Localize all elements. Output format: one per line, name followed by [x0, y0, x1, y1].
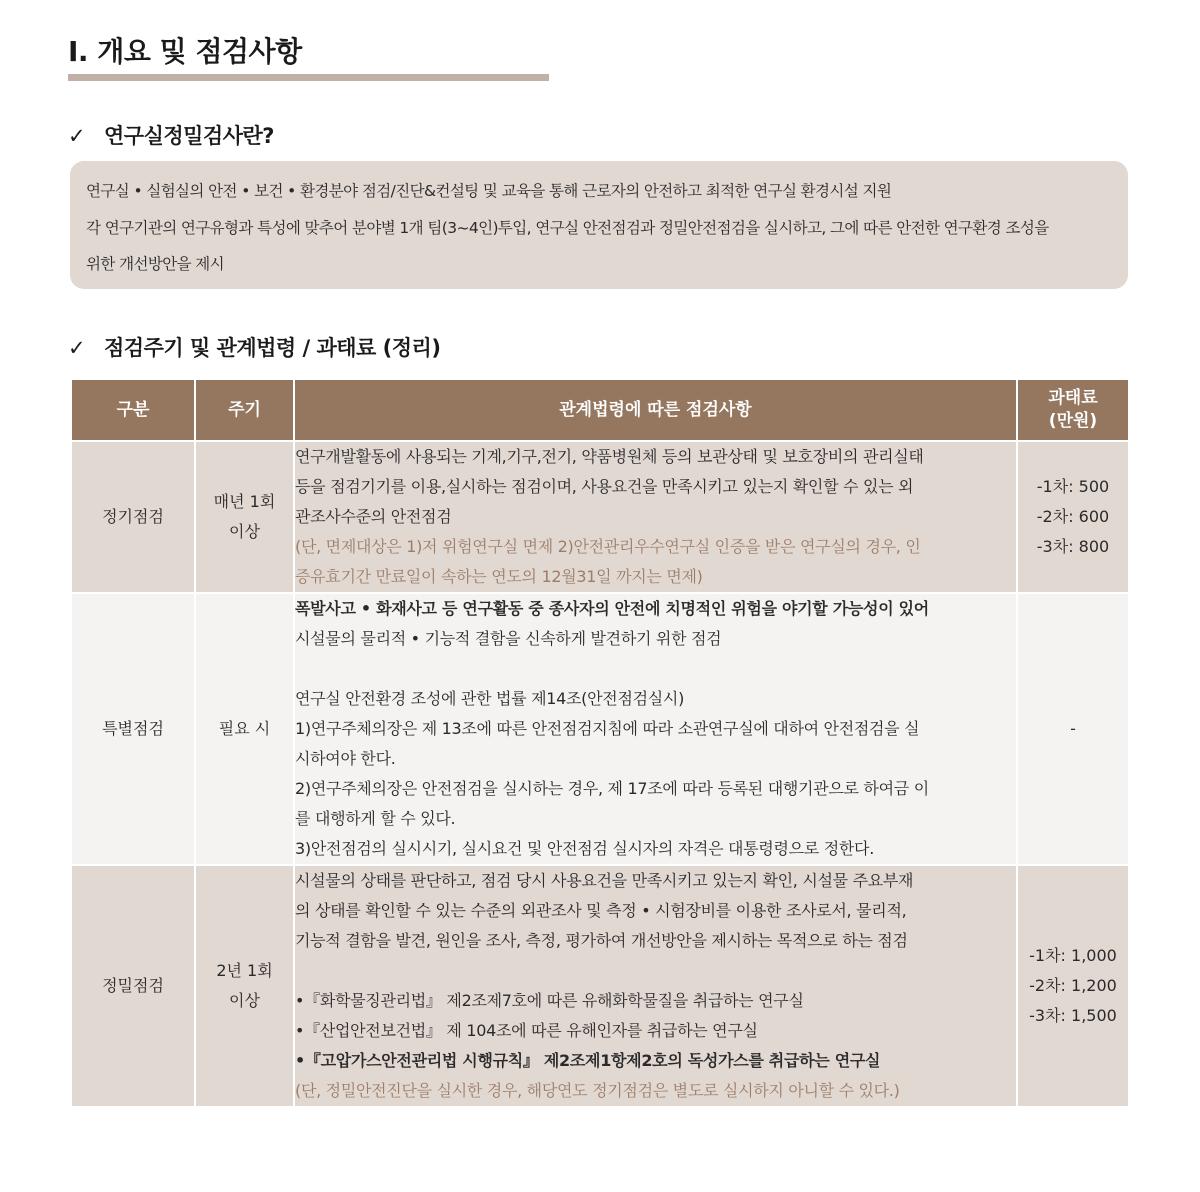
- header-fine-line: 과태료: [1048, 388, 1098, 408]
- item-line: 관조사수준의 안전점검: [295, 507, 452, 526]
- check-icon: ✓: [68, 336, 86, 360]
- type-cell: 특별점검: [71, 593, 195, 865]
- header-type: 구분: [71, 379, 195, 441]
- fine-line: -2차: 1,200: [1029, 976, 1117, 995]
- table-row: [71, 593, 1129, 865]
- item-line: 연구개발활동에 사용되는 기계,기구,전기, 약품병원체 등의 보관상태 및 보호장비의 관리실태: [295, 447, 924, 466]
- intro-line: 각 연구기관의 연구유형과 특성에 맞추어 분야별 1개 팀(3~4인)투입, 연구실 안전점검과 정밀안전점검을 실시하고, 그에 따른 안전한 연구환경 조성을: [86, 218, 1049, 237]
- item-line: •『고압가스안전관리법 시행규칙』 제2조제1항제2호의 독성가스를 취급하는 연구실: [295, 1051, 881, 1070]
- item-line: 1)연구주체의장은 제 13조에 따른 안전점검지침에 따라 소관연구실에 대하여 안전점검을 실: [295, 719, 920, 738]
- table-row: [71, 865, 1129, 1107]
- item-line: 를 대행하게 할 수 있다.: [295, 809, 456, 828]
- header-cycle: 주기: [195, 379, 294, 441]
- items-cell: [294, 593, 1017, 865]
- section-title: 연구실정밀검사란?: [104, 124, 274, 148]
- item-line: 기능적 결함을 발견, 원인을 조사, 측정, 평가하여 개선방안을 제시하는 목적으로 하는 점검: [295, 931, 908, 950]
- header-items: 관계법령에 따른 점검사항: [294, 379, 1017, 441]
- fine-line: -2차: 600: [1036, 507, 1110, 526]
- check-icon: ✓: [68, 124, 86, 148]
- item-line: •『화학물징관리법』 제2조제7호에 따른 유해화학물질을 취급하는 연구실: [295, 991, 804, 1010]
- cycle-cell: 필요 시: [195, 593, 294, 865]
- item-line: 3)안전점검의 실시시기, 실시요건 및 안전점검 실시자의 자격은 대통령령으로 정한다.: [295, 839, 874, 858]
- inspection-table: [70, 378, 1130, 1108]
- cycle-cell: [195, 865, 294, 1107]
- table-header-row: [71, 379, 1129, 441]
- intro-line: 연구실 • 실험실의 안전 • 보건 • 환경분야 점검/진단&컨설팅 및 교육을 통해 근로자의 안전하고 최적한 연구실 환경시설 지원: [86, 182, 892, 200]
- intro-line: 위한 개선방안을 제시: [86, 255, 225, 273]
- fine-cell: [1017, 865, 1129, 1107]
- item-line: 등을 점검기기를 이용,실시하는 점검이며, 사용요건을 만족시키고 있는지 확인할 수 있는 외: [295, 477, 914, 496]
- cycle-line: 이상: [229, 522, 260, 541]
- type-cell: 정기점검: [71, 441, 195, 593]
- items-cell: [294, 865, 1017, 1107]
- fine-cell: [1017, 441, 1129, 593]
- fine-line: -3차: 800: [1036, 537, 1110, 556]
- fine-line: -1차: 1,000: [1029, 946, 1117, 965]
- item-line: [295, 956, 1016, 986]
- cycle-line: 매년 1회: [213, 492, 276, 511]
- item-line: 의 상태를 확인할 수 있는 수준의 외관조사 및 측정 • 시험장비를 이용한 조사로서, 물리적,: [295, 901, 907, 920]
- header-fine-line: (만원): [1048, 411, 1098, 431]
- item-line: 시하여야 한다.: [295, 749, 396, 768]
- header-fine: [1017, 379, 1129, 441]
- cycle-line: 2년 1회: [216, 961, 273, 980]
- item-line: 시설물의 물리적 • 기능적 결함을 신속하게 발견하기 위한 점검: [295, 629, 722, 648]
- exemption-note-line: 증유효기간 만료일이 속하는 연도의 12월31일 까지는 면제): [295, 567, 703, 586]
- item-line: •『산업안전보건법』 제 104조에 따른 유해인자를 취급하는 연구실: [295, 1021, 758, 1040]
- item-line: 폭발사고 • 화재사고 등 연구활동 중 종사자의 안전에 치명적인 위험을 야기할 가능성이 있어: [295, 599, 929, 618]
- items-cell: [294, 441, 1017, 593]
- fine-line: -1차: 500: [1036, 477, 1110, 496]
- exemption-note-line: (단, 정밀안전진단을 실시한 경우, 해당연도 정기점검은 별도로 실시하지 아니할 수 있다.): [295, 1081, 900, 1100]
- item-line: 2)연구주체의장은 안전점검을 실시하는 경우, 제 17조에 따라 등록된 대행기관으로 하여금 이: [295, 779, 929, 798]
- type-cell: 정밀점검: [71, 865, 195, 1107]
- section-title: 점검주기 및 관계법령 / 과태료 (정리): [104, 336, 441, 360]
- fine-cell: -: [1017, 593, 1129, 865]
- item-line: 연구실 안전환경 조성에 관한 법률 제14조(안전점검실시): [295, 689, 685, 708]
- title-underline: [68, 74, 549, 81]
- exemption-note-line: (단, 면제대상은 1)저 위험연구실 면제 2)안전관리우수연구실 인증을 받은 연구실의 경우, 인: [295, 537, 921, 556]
- item-line: 시설물의 상태를 판단하고, 점검 당시 사용요건을 만족시키고 있는지 확인, 시설물 주요부재: [295, 871, 914, 890]
- item-line: [295, 654, 1016, 684]
- cycle-cell: [195, 441, 294, 593]
- fine-line: -3차: 1,500: [1029, 1006, 1117, 1025]
- page-title: I. 개요 및 점검사항: [68, 35, 302, 68]
- table-row: [71, 441, 1129, 593]
- section-heading-inspection: [68, 332, 440, 362]
- intro-box: [70, 161, 1128, 289]
- cycle-line: 이상: [229, 991, 260, 1010]
- section-heading-overview: [68, 120, 274, 150]
